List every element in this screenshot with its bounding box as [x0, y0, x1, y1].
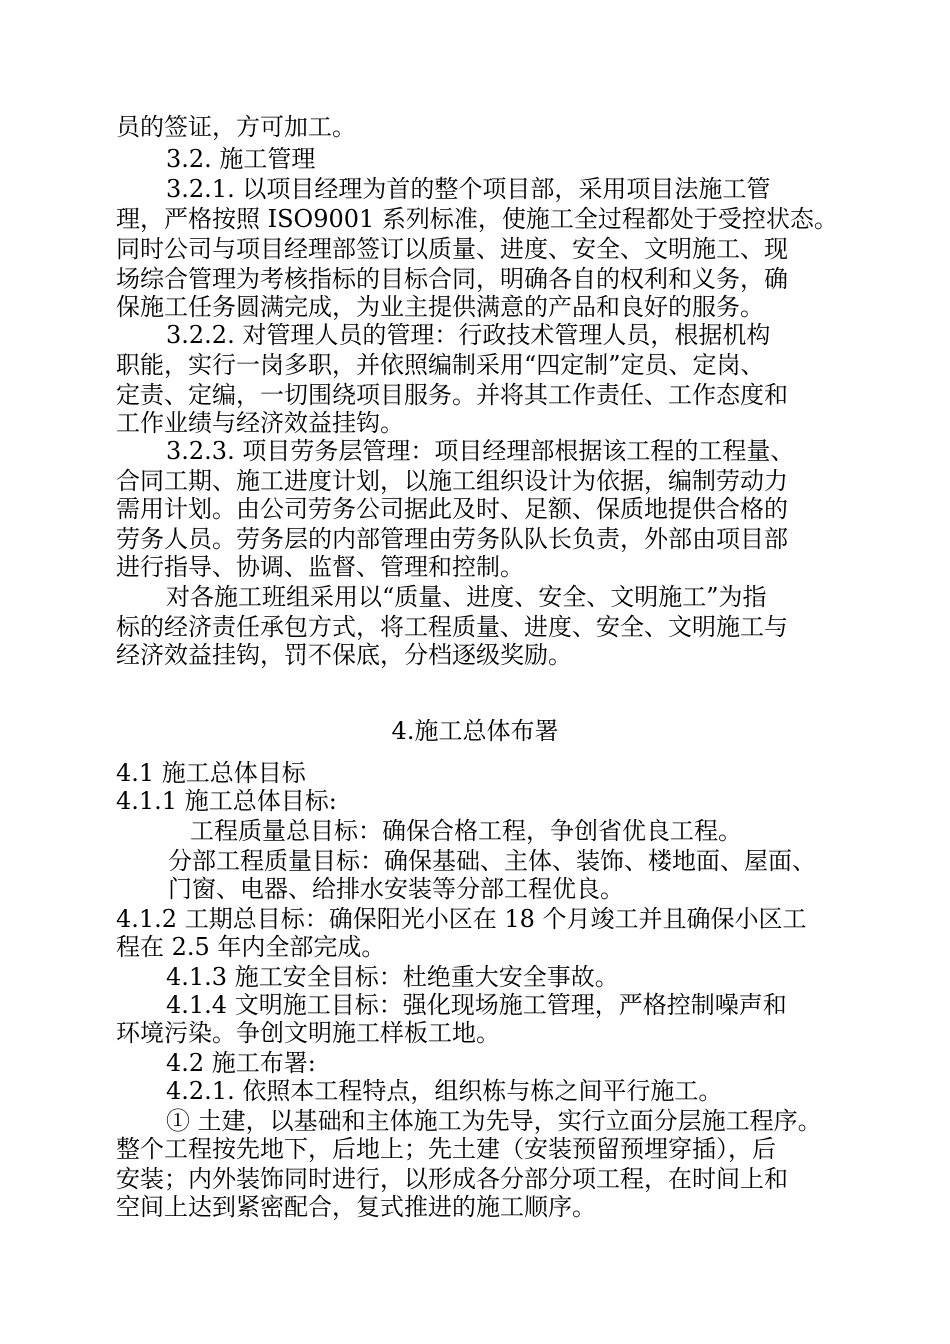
- section-heading: 3.2. 施工管理: [166, 145, 316, 173]
- text-line: 同时公司与项目经理部签订以质量、进度、安全、文明施工、现: [116, 235, 788, 263]
- text-line: 环境污染。争创文明施工样板工地。: [116, 1019, 500, 1047]
- text-line: 定责、定编，一切围绕项目服务。并将其工作责任、工作态度和: [116, 381, 788, 409]
- text-line: 安装；内外装饰同时进行，以形成各分部分项工程，在时间上和: [116, 1165, 788, 1193]
- text-line: 4.1.3 施工安全目标：杜绝重大安全事故。: [166, 963, 619, 991]
- text-line: 3.2.1. 以项目经理为首的整个项目部，采用项目法施工管: [166, 175, 771, 203]
- text-line: 理，严格按照 ISO9001 系列标准，使施工全过程都处于受控状态。: [116, 205, 838, 233]
- text-line: 门窗、电器、给排水安装等分部工程优良。: [168, 875, 624, 903]
- section-heading: 4.1 施工总体目标: [116, 759, 306, 787]
- text-line: 3.2.2. 对管理人员的管理：行政技术管理人员，根据机构: [166, 321, 771, 349]
- text-line: 整个工程按先地下，后地上；先土建（安装预留预埋穿插），后: [116, 1135, 776, 1163]
- text-line: 进行指导、协调、监督、管理和控制。: [116, 553, 524, 581]
- text-line: 4.2.1. 依照本工程特点，组织栋与栋之间平行施工。: [166, 1077, 723, 1105]
- text-line: 职能，实行一岗多职，并依照编制采用“四定制”定员、定岗、: [116, 351, 765, 379]
- text-line: 空间上达到紧密配合，复式推进的施工顺序。: [116, 1193, 596, 1221]
- text-line: 经济效益挂钩，罚不保底，分档逐级奖励。: [116, 641, 572, 669]
- text-line: 工程质量总目标：确保合格工程，争创省优良工程。: [190, 817, 742, 845]
- text-line: 对各施工班组采用以“质量、进度、安全、文明施工”为指: [166, 583, 767, 611]
- text-line: 员的签证，方可加工。: [116, 113, 356, 141]
- text-line: 程在 2.5 年内全部完成。: [116, 933, 386, 961]
- text-line: 劳务人员。劳务层的内部管理由劳务队队长负责，外部由项目部: [116, 525, 788, 553]
- text-line: 场综合管理为考核指标的目标合同，明确各自的权利和义务，确: [116, 265, 788, 293]
- text-line: ① 土建，以基础和主体施工为先导，实行立面分层施工程序。: [166, 1107, 822, 1135]
- text-line: 工作业绩与经济效益挂钩。: [116, 409, 404, 437]
- text-line: 3.2.3. 项目劳务层管理：项目经理部根据该工程的工程量、: [166, 437, 795, 465]
- chapter-heading: 4.施工总体布署: [391, 717, 559, 745]
- text-line: 标的经济责任承包方式，将工程质量、进度、安全、文明施工与: [116, 613, 788, 641]
- text-line: 分部工程质量目标：确保基础、主体、装饰、楼地面、屋面、: [168, 847, 816, 875]
- text-line: 保施工任务圆满完成，为业主提供满意的产品和良好的服务。: [116, 293, 764, 321]
- text-line: 需用计划。由公司劳务公司据此及时、足额、保质地提供合格的: [116, 495, 788, 523]
- text-line: 合同工期、施工进度计划，以施工组织设计为依据，编制劳动力: [116, 467, 788, 495]
- text-line: 4.1.2 工期总目标：确保阳光小区在 18 个月竣工并且确保小区工: [116, 905, 807, 933]
- text-line: 4.1.4 文明施工目标：强化现场施工管理，严格控制噪声和: [166, 991, 787, 1019]
- section-heading: 4.2 施工布署:: [166, 1049, 316, 1077]
- subsection-heading: 4.1.1 施工总体目标:: [116, 787, 337, 815]
